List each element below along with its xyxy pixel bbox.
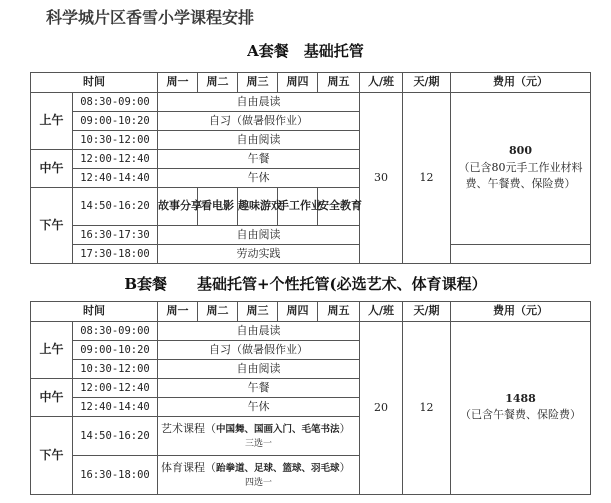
header-time: 时间 [31, 302, 158, 322]
table-row [31, 93, 591, 112]
activity-cell: 午餐 [158, 150, 360, 169]
header-day-mon: 周一 [158, 302, 198, 322]
activity-cell: 自由晨读 [158, 322, 360, 341]
fee-amount: 1488 [505, 391, 536, 405]
header-fee: 费用（元） [451, 73, 591, 93]
fee-cell [451, 322, 591, 495]
art-course-text [158, 423, 359, 436]
period-afternoon: 下午 [31, 417, 73, 495]
package-b-table [30, 301, 591, 495]
time-cell: 09:00-10:20 [73, 341, 158, 360]
package-a-table [30, 72, 591, 264]
activity-cell: 午休 [158, 169, 360, 188]
header-day-wed: 周三 [238, 302, 278, 322]
sport-course-close: ） [339, 460, 351, 474]
header-day-wed: 周三 [238, 73, 278, 93]
sport-course-pick: 四选一 [244, 477, 272, 488]
activity-cell: 自由晨读 [158, 93, 360, 112]
table-row [31, 245, 591, 264]
activity-cell: 午餐 [158, 379, 360, 398]
activity-fun-games: 趣味游戏 [238, 188, 278, 226]
time-cell: 17:30-18:00 [73, 245, 158, 264]
per-class-value: 20 [360, 322, 403, 495]
header-day-fri: 周五 [318, 73, 360, 93]
activity-cell: 午休 [158, 398, 360, 417]
header-days-per-term: 天/期 [403, 302, 451, 322]
table-header-row [31, 302, 591, 322]
art-course-label: 艺术课程（ [161, 421, 216, 435]
art-course-cell [158, 417, 360, 456]
time-cell: 12:00-12:40 [73, 150, 158, 169]
header-day-thu: 周四 [278, 302, 318, 322]
fee-amount: 800 [509, 144, 532, 158]
sport-course-cell [158, 456, 360, 495]
package-b-title: B套餐 基础托管+个性托管(必选艺术、体育课程） [124, 275, 487, 293]
activity-cell: 自由阅读 [158, 131, 360, 150]
activity-cell: 劳动实践 [158, 245, 360, 264]
time-cell: 14:50-16:20 [73, 417, 158, 456]
time-cell: 16:30-18:00 [73, 456, 158, 495]
time-cell: 08:30-09:00 [73, 322, 158, 341]
header-day-mon: 周一 [158, 73, 198, 93]
time-cell: 14:50-16:20 [73, 188, 158, 226]
time-cell: 12:00-12:40 [73, 379, 158, 398]
art-course-close: ） [339, 421, 351, 435]
time-cell: 16:30-17:30 [73, 226, 158, 245]
time-cell: 12:40-14:40 [73, 169, 158, 188]
table-row [31, 322, 591, 341]
activity-story-sharing: 故事分享 [158, 188, 198, 226]
period-morning: 上午 [31, 93, 73, 150]
per-class-value: 30 [360, 93, 403, 264]
activity-cell: 自习（做暑假作业） [158, 341, 360, 360]
header-day-fri: 周五 [318, 302, 360, 322]
fee-empty-cell [451, 245, 591, 264]
header-day-thu: 周四 [278, 73, 318, 93]
art-course-pick: 三选一 [244, 438, 272, 449]
period-morning: 上午 [31, 322, 73, 379]
header-fee: 费用（元） [451, 302, 591, 322]
time-cell: 09:00-10:20 [73, 112, 158, 131]
header-per-class: 人/班 [360, 73, 403, 93]
period-noon: 中午 [31, 379, 73, 417]
header-day-tue: 周二 [198, 73, 238, 93]
header-days-per-term: 天/期 [403, 73, 451, 93]
header-time: 时间 [31, 73, 158, 93]
days-value: 12 [403, 322, 451, 495]
sport-course-text [158, 462, 359, 475]
time-cell: 12:40-14:40 [73, 398, 158, 417]
time-cell: 10:30-12:00 [73, 360, 158, 379]
activity-cell: 自由阅读 [158, 226, 360, 245]
fee-cell [451, 93, 591, 245]
art-course-options: 中国舞、国画入门、毛笔书法 [216, 423, 340, 435]
time-cell: 10:30-12:00 [73, 131, 158, 150]
activity-cell: 自习（做暑假作业） [158, 112, 360, 131]
fee-note: （已含午餐费、保险费） [460, 408, 581, 422]
time-cell: 08:30-09:00 [73, 93, 158, 112]
sport-course-options: 跆拳道、足球、篮球、羽毛球 [216, 462, 340, 474]
fee-note: （已含80元手工作业材料费、午餐费、保险费） [458, 160, 583, 190]
header-day-tue: 周二 [198, 302, 238, 322]
document-title: 科学城片区香雪小学课程安排 [46, 8, 255, 27]
package-a-title: A套餐 基础托管 [247, 42, 364, 60]
sport-course-label: 体育课程（ [161, 460, 216, 474]
table-header-row [31, 73, 591, 93]
activity-handcraft: 手工作业 [278, 188, 318, 226]
header-per-class: 人/班 [360, 302, 403, 322]
period-afternoon: 下午 [31, 188, 73, 264]
period-noon: 中午 [31, 150, 73, 188]
activity-movie: 看电影 [198, 188, 238, 226]
activity-cell: 自由阅读 [158, 360, 360, 379]
days-value: 12 [403, 93, 451, 264]
activity-safety-education: 安全教育 [318, 188, 360, 226]
